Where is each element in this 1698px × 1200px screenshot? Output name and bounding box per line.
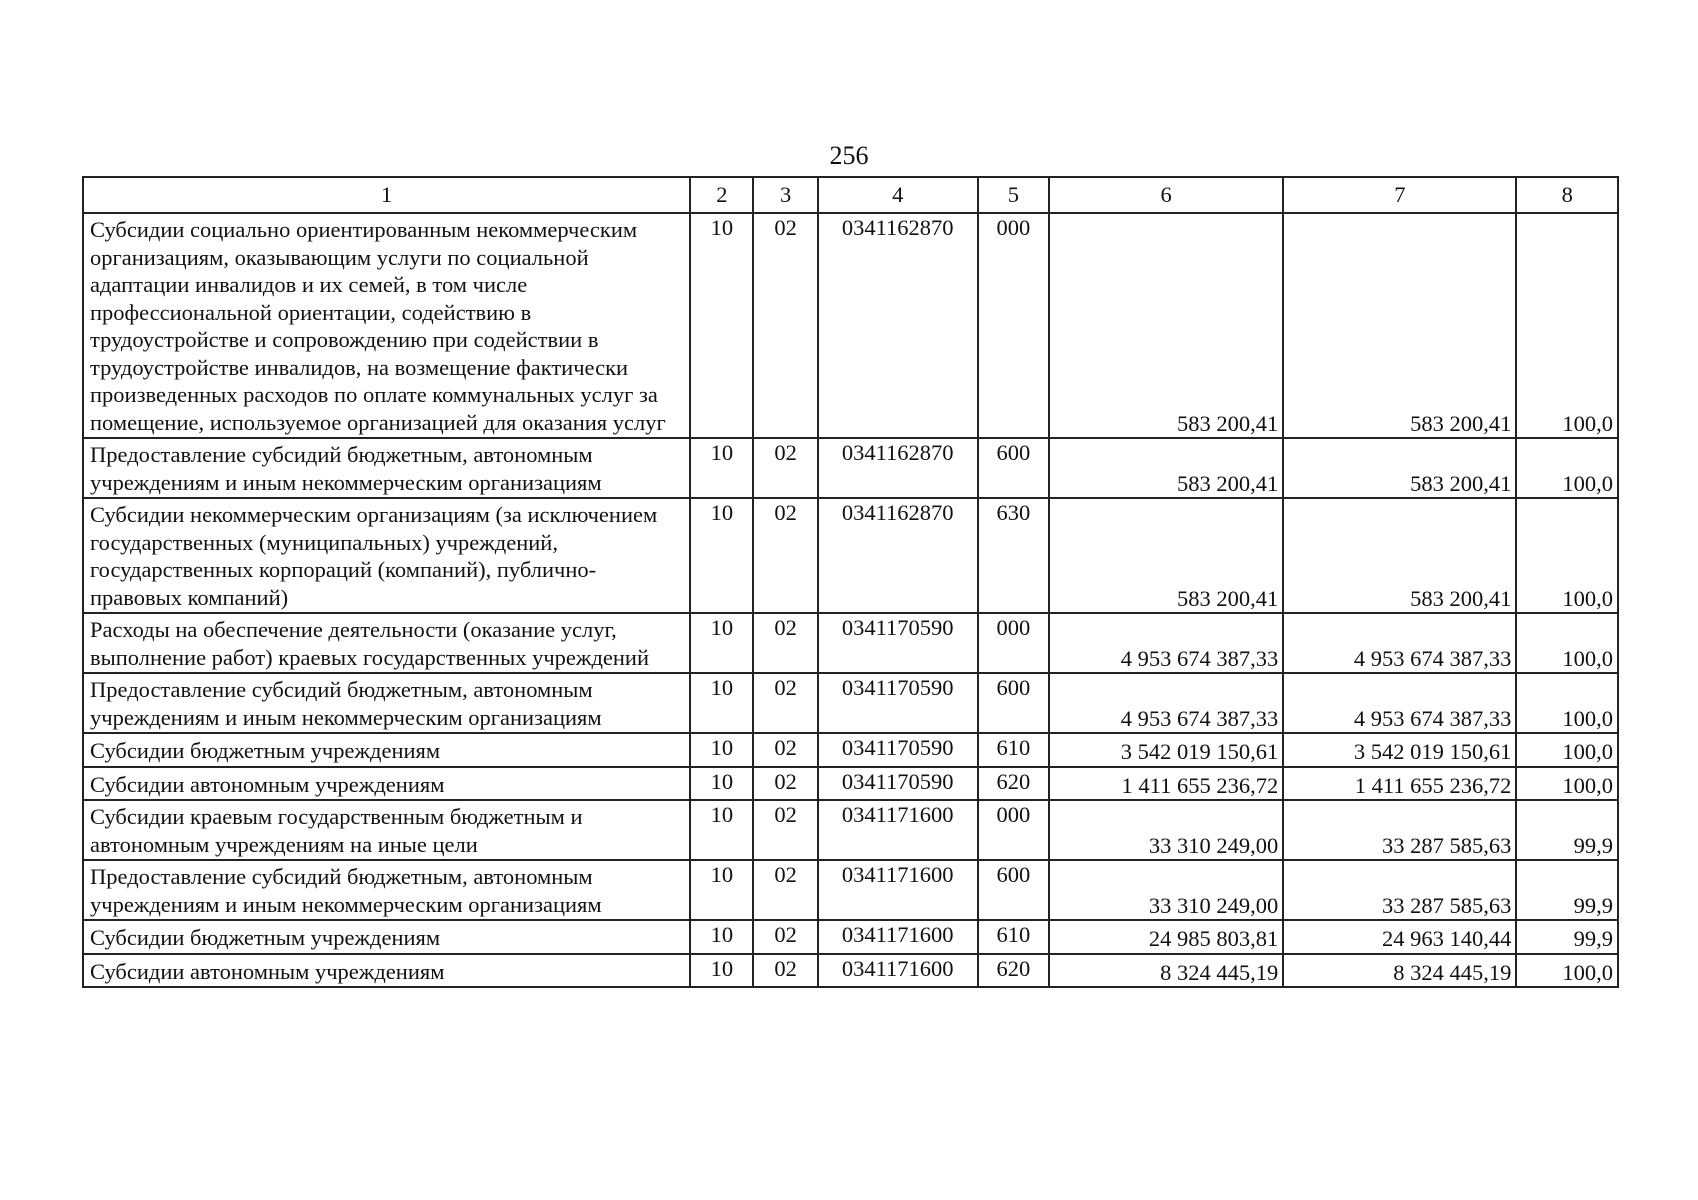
row-percent: 100,0 (1516, 767, 1618, 801)
row-section: 10 (690, 213, 753, 438)
table-row (83, 613, 1618, 673)
row-target-code: 0341170590 (818, 767, 978, 801)
row-expense-type: 630 (978, 498, 1049, 613)
row-executed: 33 287 585,63 (1283, 800, 1516, 860)
row-section: 10 (690, 800, 753, 860)
row-expense-type: 600 (978, 860, 1049, 920)
row-percent: 100,0 (1516, 438, 1618, 498)
row-executed: 583 200,41 (1283, 213, 1516, 438)
header-cell-7: 7 (1283, 177, 1516, 213)
header-cell-2: 2 (690, 177, 753, 213)
row-percent: 99,9 (1516, 860, 1618, 920)
row-executed: 8 324 445,19 (1283, 954, 1516, 988)
row-target-code: 0341162870 (818, 438, 978, 498)
row-subsection: 02 (753, 673, 817, 733)
row-name: Субсидии автономным учреждениям (83, 767, 690, 801)
row-planned: 4 953 674 387,33 (1049, 613, 1283, 673)
row-subsection: 02 (753, 920, 817, 954)
row-subsection: 02 (753, 438, 817, 498)
row-name: Расходы на обеспечение деятельности (оказание услуг, выполнение работ) краевых государственных учреждений (83, 613, 690, 673)
row-target-code: 0341171600 (818, 800, 978, 860)
row-section: 10 (690, 954, 753, 988)
row-section: 10 (690, 860, 753, 920)
row-expense-type: 600 (978, 673, 1049, 733)
row-section: 10 (690, 673, 753, 733)
row-name: Предоставление субсидий бюджетным, автономным учреждениям и иным некоммерческим организациям (83, 438, 690, 498)
row-section: 10 (690, 613, 753, 673)
header-cell-6: 6 (1049, 177, 1283, 213)
row-subsection: 02 (753, 954, 817, 988)
table-row (83, 767, 1618, 801)
row-expense-type: 610 (978, 920, 1049, 954)
header-cell-8: 8 (1516, 177, 1618, 213)
row-executed: 1 411 655 236,72 (1283, 767, 1516, 801)
header-cell-3: 3 (753, 177, 817, 213)
row-percent: 100,0 (1516, 954, 1618, 988)
row-name: Субсидии автономным учреждениям (83, 954, 690, 988)
row-expense-type: 000 (978, 800, 1049, 860)
row-expense-type: 600 (978, 438, 1049, 498)
row-executed: 3 542 019 150,61 (1283, 733, 1516, 767)
row-target-code: 0341170590 (818, 613, 978, 673)
row-expense-type: 000 (978, 613, 1049, 673)
row-percent: 99,9 (1516, 800, 1618, 860)
row-target-code: 0341162870 (818, 213, 978, 438)
table-row (83, 920, 1618, 954)
row-planned: 33 310 249,00 (1049, 800, 1283, 860)
row-section: 10 (690, 767, 753, 801)
row-executed: 33 287 585,63 (1283, 860, 1516, 920)
table-row (83, 213, 1618, 438)
row-planned: 33 310 249,00 (1049, 860, 1283, 920)
header-row (83, 177, 1618, 213)
row-target-code: 0341171600 (818, 954, 978, 988)
row-target-code: 0341170590 (818, 733, 978, 767)
row-planned: 583 200,41 (1049, 438, 1283, 498)
row-planned: 3 542 019 150,61 (1049, 733, 1283, 767)
header-cell-1: 1 (83, 177, 690, 213)
row-percent: 100,0 (1516, 733, 1618, 767)
row-section: 10 (690, 733, 753, 767)
row-name: Субсидии бюджетным учреждениям (83, 920, 690, 954)
row-planned: 583 200,41 (1049, 498, 1283, 613)
row-expense-type: 610 (978, 733, 1049, 767)
row-target-code: 0341171600 (818, 920, 978, 954)
row-subsection: 02 (753, 860, 817, 920)
row-subsection: 02 (753, 800, 817, 860)
row-name: Предоставление субсидий бюджетным, автономным учреждениям и иным некоммерческим организациям (83, 860, 690, 920)
row-section: 10 (690, 438, 753, 498)
header-cell-4: 4 (818, 177, 978, 213)
row-name: Субсидии социально ориентированным некоммерческим организациям, оказывающим услуги по социальной адаптации инвалидов и их семей, в том числе профессиональной ориентации, содействию в трудоустройстве и сопровождению при содействии в трудоустройстве инвалидов, на возмещение фактически произведенных расходов по оплате коммунальных услуг за помещение, используемое организацией для оказания услуг (83, 213, 690, 438)
row-percent: 99,9 (1516, 920, 1618, 954)
row-subsection: 02 (753, 213, 817, 438)
row-executed: 24 963 140,44 (1283, 920, 1516, 954)
row-expense-type: 620 (978, 767, 1049, 801)
row-expense-type: 000 (978, 213, 1049, 438)
page-number: 256 (829, 141, 869, 170)
row-percent: 100,0 (1516, 673, 1618, 733)
row-expense-type: 620 (978, 954, 1049, 988)
row-planned: 583 200,41 (1049, 213, 1283, 438)
row-subsection: 02 (753, 613, 817, 673)
table-row (83, 954, 1618, 988)
row-executed: 4 953 674 387,33 (1283, 673, 1516, 733)
row-name: Субсидии некоммерческим организациям (за исключением государственных (муниципальных) учреждений, государственных корпораций (компаний), публично-правовых компаний) (83, 498, 690, 613)
table-row (83, 498, 1618, 613)
row-subsection: 02 (753, 733, 817, 767)
row-name: Предоставление субсидий бюджетным, автономным учреждениям и иным некоммерческим организациям (83, 673, 690, 733)
row-section: 10 (690, 920, 753, 954)
row-executed: 4 953 674 387,33 (1283, 613, 1516, 673)
table-row (83, 673, 1618, 733)
row-target-code: 0341162870 (818, 498, 978, 613)
row-executed: 583 200,41 (1283, 498, 1516, 613)
row-percent: 100,0 (1516, 498, 1618, 613)
table-row (83, 800, 1618, 860)
row-planned: 1 411 655 236,72 (1049, 767, 1283, 801)
row-percent: 100,0 (1516, 613, 1618, 673)
table-row (83, 860, 1618, 920)
row-executed: 583 200,41 (1283, 438, 1516, 498)
table-row (83, 733, 1618, 767)
row-planned: 4 953 674 387,33 (1049, 673, 1283, 733)
row-target-code: 0341171600 (818, 860, 978, 920)
row-section: 10 (690, 498, 753, 613)
row-name: Субсидии краевым государственным бюджетным и автономным учреждениям на иные цели (83, 800, 690, 860)
row-percent: 100,0 (1516, 213, 1618, 438)
row-target-code: 0341170590 (818, 673, 978, 733)
row-planned: 8 324 445,19 (1049, 954, 1283, 988)
row-name: Субсидии бюджетным учреждениям (83, 733, 690, 767)
header-cell-5: 5 (978, 177, 1049, 213)
budget-table (82, 176, 1619, 988)
row-subsection: 02 (753, 498, 817, 613)
row-planned: 24 985 803,81 (1049, 920, 1283, 954)
table-row (83, 438, 1618, 498)
row-subsection: 02 (753, 767, 817, 801)
